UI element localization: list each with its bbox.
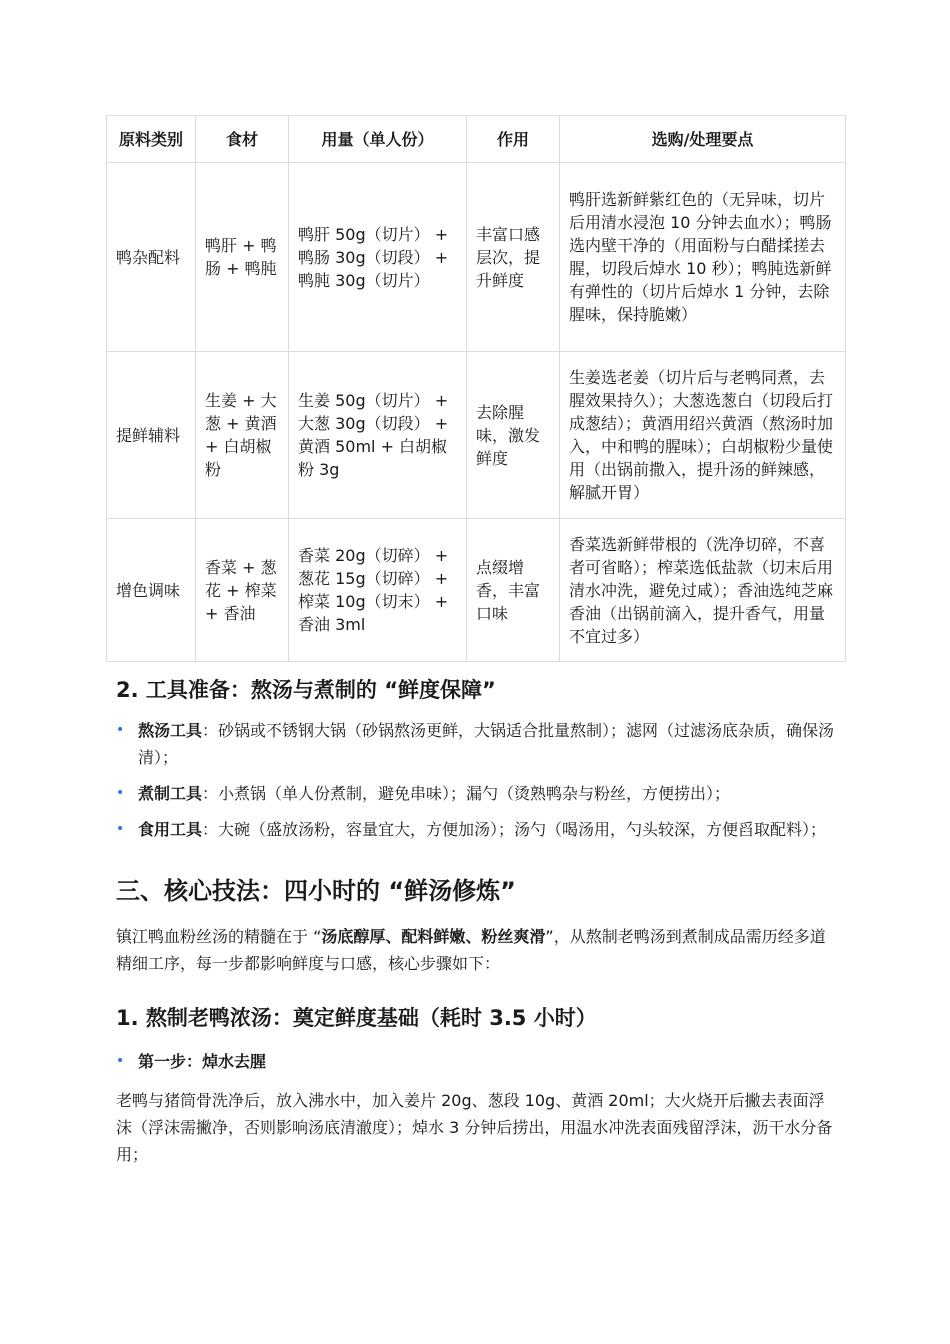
table-row bbox=[107, 163, 846, 352]
list-item bbox=[116, 1048, 836, 1075]
ingredients-table bbox=[106, 115, 846, 662]
table-cell: 去除腥味，激发鲜度 bbox=[467, 352, 560, 519]
table-cell: 鸭肝 50g（切片） + 鸭肠 30g（切段） + 鸭肫 30g（切片） bbox=[289, 163, 467, 352]
list-item-text: ：砂锅或不锈钢大锅（砂锅熬汤更鲜，大锅适合批量熬制）；滤网（过滤汤底杂质，确保汤清）； bbox=[138, 721, 835, 767]
table-cell: 香菜 + 葱花 + 榨菜 + 香油 bbox=[196, 519, 289, 662]
table-header-cell: 用量（单人份） bbox=[289, 116, 467, 163]
bullet-icon: • bbox=[116, 785, 125, 801]
table-header-cell: 原料类别 bbox=[107, 116, 196, 163]
table-cell: 丰富口感层次，提升鲜度 bbox=[467, 163, 560, 352]
list-item-text: ：小煮锅（单人份煮制，避免串味）；漏勺（烫熟鸭杂与粉丝，方便捞出）； bbox=[202, 784, 731, 803]
step-label: 第一步：焯水去腥 bbox=[138, 1052, 267, 1071]
list-item bbox=[116, 816, 836, 843]
intro-emphasis: 汤底醇厚、配料鲜嫩、粉丝爽滑 bbox=[321, 927, 546, 946]
tools-heading: 2. 工具准备：熬汤与煮制的 “鲜度保障” bbox=[116, 678, 496, 702]
list-item-text: ：大碗（盛放汤粉，容量宜大，方便加汤）；汤勺（喝汤用，勺头较深，方便舀取配料）； bbox=[202, 820, 827, 839]
list-item-label: 煮制工具 bbox=[138, 784, 203, 803]
table-header-cell: 作用 bbox=[467, 116, 560, 163]
list-item-label: 食用工具 bbox=[138, 820, 203, 839]
table-header-cell: 选购/处理要点 bbox=[560, 116, 846, 163]
table-header-row bbox=[107, 116, 846, 163]
table-row bbox=[107, 352, 846, 519]
table-cell: 点缀增香，丰富口味 bbox=[467, 519, 560, 662]
body-content bbox=[116, 672, 836, 1168]
list-item bbox=[116, 780, 836, 807]
table-cell: 鸭杂配料 bbox=[107, 163, 196, 352]
step1-text: 老鸭与猪筒骨洗净后，放入沸水中，加入姜片 20g、葱段 10g、黄酒 20ml；大火烧开后撇去表面浮沫（浮沫需撇净，否则影响汤底清澈度）；焯水 3 分钟后捞出，用温水冲洗表面残留浮沫，沥干水分备用； bbox=[116, 1091, 833, 1164]
core-heading: 三、核心技法：四小时的 “鲜汤修炼” bbox=[116, 877, 516, 905]
step1-list bbox=[116, 1048, 836, 1075]
table-cell: 生姜选老姜（切片后与老鸭同煮，去腥效果持久）；大葱选葱白（切段后打成葱结）；黄酒用绍兴黄酒（熬汤时加入，中和鸭的腥味）；白胡椒粉少量使用（出锅前撒入，提升汤的鲜辣感，解腻开胃） bbox=[560, 352, 846, 519]
table-cell: 增色调味 bbox=[107, 519, 196, 662]
bullet-icon: • bbox=[116, 1053, 125, 1069]
intro-text: 镇江鸭血粉丝汤的精髓在于 “ bbox=[116, 927, 322, 946]
table-cell: 生姜 + 大葱 + 黄酒 + 白胡椒粉 bbox=[196, 352, 289, 519]
table-cell: 鸭肝 + 鸭肠 + 鸭肫 bbox=[196, 163, 289, 352]
intro-text: ”，从熬制老鸭汤到煮制成品需历经多道精细工序，每一步都影响鲜度与口感，核心步骤如下： bbox=[116, 927, 826, 973]
table-header-cell: 食材 bbox=[196, 116, 289, 163]
table-cell: 生姜 50g（切片） + 大葱 30g（切段） + 黄酒 50ml + 白胡椒粉 3g bbox=[289, 352, 467, 519]
table-row bbox=[107, 519, 846, 662]
table-cell: 鸭肝选新鲜紫红色的（无异味，切片后用清水浸泡 10 分钟去血水）；鸭肠选内壁干净的（用面粉与白醋揉搓去腥，切段后焯水 10 秒）；鸭肫选新鲜有弹性的（切片后焯水 1 分钟，去除腥味，保持脆嫩） bbox=[560, 163, 846, 352]
step1-heading: 1. 熬制老鸭浓汤：奠定鲜度基础（耗时 3.5 小时） bbox=[116, 1006, 597, 1030]
bullet-icon: • bbox=[116, 821, 125, 837]
core-intro bbox=[116, 923, 836, 977]
table-cell: 提鲜辅料 bbox=[107, 352, 196, 519]
table-cell: 香菜选新鲜带根的（洗净切碎，不喜者可省略）；榨菜选低盐款（切末后用清水冲洗，避免过咸）；香油选纯芝麻香油（出锅前滴入，提升香气，用量不宜过多） bbox=[560, 519, 846, 662]
list-item bbox=[116, 717, 836, 771]
table-cell: 香菜 20g（切碎） + 葱花 15g（切碎） + 榨菜 10g（切末） + 香油 3ml bbox=[289, 519, 467, 662]
tools-list bbox=[116, 717, 836, 843]
bullet-icon: • bbox=[116, 722, 125, 738]
list-item-label: 熬汤工具 bbox=[138, 721, 203, 740]
